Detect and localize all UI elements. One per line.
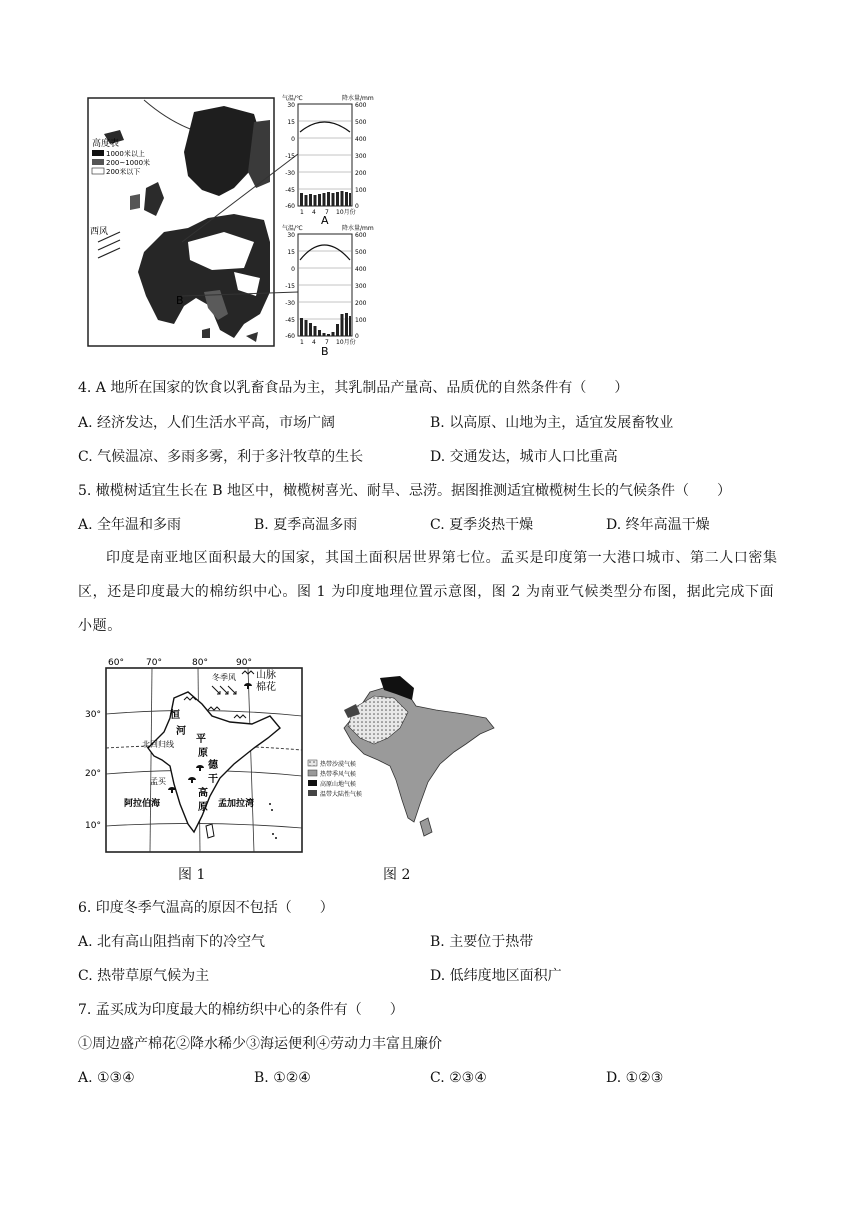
point-b-label: B — [176, 294, 184, 307]
q4-option-a[interactable]: A. 经济发达，人们生活水平高，市场广阔 — [78, 415, 336, 431]
europe-figure — [84, 92, 384, 358]
legend-item-mid: 200~1000米 — [106, 159, 151, 167]
lat-label: 10° — [85, 821, 101, 831]
q6-option-c[interactable]: C. 热带草原气候为主 — [78, 968, 210, 984]
legend-swatch-low — [92, 168, 104, 174]
legend-highland: 高原山地气候 — [320, 781, 357, 788]
q5-option-b[interactable]: B. 夏季高温多雨 — [254, 517, 358, 533]
climate-map-svg — [304, 672, 504, 844]
chart-b-month-tick: 4 — [312, 339, 316, 346]
chart-b-precip-tick: 200 — [355, 300, 367, 307]
tropic-label: 北回归线 — [142, 740, 174, 749]
ganges-plain-char: 河 — [176, 726, 186, 737]
q4-option-d[interactable]: D. 交通发达，城市人口比重高 — [430, 449, 618, 465]
chart-b-precip-tick: 100 — [355, 317, 367, 324]
q7-option-c[interactable]: C. ②③④ — [430, 1070, 487, 1086]
legend-swatch-desert — [308, 760, 317, 766]
chart-a-precip-tick: 400 — [355, 136, 367, 143]
chart-a-month-tick: 7 — [325, 209, 329, 216]
lat-label: 20° — [85, 769, 101, 779]
chart-a-precip-tick: 0 — [355, 203, 359, 210]
chart-b-month-tick: 7 — [325, 339, 329, 346]
arabian-sea-label: 阿拉伯海 — [124, 799, 161, 809]
q5-stem: 5. 橄榄树适宜生长在 B 地区中，橄榄树喜光、耐旱、忌涝。据图推测适宜橄榄树生长的气候条件（ ） — [78, 483, 731, 499]
chart-b-month-tick: 1 — [300, 339, 304, 346]
europe-map-svg — [84, 92, 384, 358]
chart-a-temp-tick: 0 — [291, 136, 295, 143]
chart-a-precip-tick: 600 — [355, 102, 367, 109]
chart-b-precip-tick: 500 — [355, 249, 367, 256]
deccan-plateau-char: 德 — [208, 760, 218, 771]
chart-a-month-tick: 1 — [300, 209, 304, 216]
q6-option-d[interactable]: D. 低纬度地区面积广 — [430, 968, 562, 984]
ganges-plain-char: 原 — [198, 748, 208, 759]
chart-a-left-title: 气温/℃ — [282, 95, 303, 102]
chart-a-month-tick: 4 — [312, 209, 316, 216]
chart-b-right-title: 降水量/mm — [342, 225, 374, 232]
q7-option-a[interactable]: A. ①③④ — [78, 1070, 135, 1086]
figure-2-caption: 图 2 — [383, 867, 411, 883]
q4-option-c[interactable]: C. 气候温凉、多雨多雾，利于多汁牧草的生长 — [78, 449, 364, 465]
chart-b-label: B — [321, 345, 329, 358]
legend-swatch-monsoon — [308, 770, 317, 776]
passage: 印度是南亚地区面积最大的国家，其国土面积居世界第七位。孟买是印度第一大港口城市、第二人口密集区，还是印度最大的棉纺织中心。图 1 为印度地理位置示意图，图 2 为南亚气候类型分布图，据此完成下面小题。 — [78, 550, 778, 634]
deccan-plateau-char: 原 — [198, 802, 208, 813]
chart-b-left-title: 气温/℃ — [282, 225, 303, 232]
legend-monsoon: 热带季风气候 — [320, 771, 357, 778]
chart-b-precip-tick: 400 — [355, 266, 367, 273]
chart-a-temp-tick: -60 — [285, 203, 295, 210]
q5-option-d[interactable]: D. 终年高温干燥 — [606, 517, 710, 533]
climate-chart-b — [282, 224, 374, 358]
legend-title: 高度表 — [92, 139, 120, 149]
lon-label: 90° — [236, 658, 252, 668]
q5-option-c[interactable]: C. 夏季炎热干燥 — [430, 517, 534, 533]
chart-a-temp-tick: -30 — [285, 170, 295, 177]
legend-swatch-highland — [308, 780, 317, 786]
chart-a-right-title: 降水量/mm — [342, 95, 374, 102]
q5-option-a[interactable]: A. 全年温和多雨 — [78, 517, 182, 533]
ganges-plain-char: 平 — [196, 734, 206, 745]
chart-a-precip-tick: 200 — [355, 170, 367, 177]
q7-items: ①周边盛产棉花②降水稀少③海运便利④劳动力丰富且廉价 — [78, 1036, 442, 1052]
chart-b-month-tick: 10月份 — [336, 339, 356, 346]
legend-swatch-mid — [92, 159, 104, 165]
ganges-plain-char: 恒 — [170, 710, 180, 721]
chart-a-temp-tick: 30 — [287, 102, 295, 109]
chart-b-temp-tick: -15 — [285, 283, 295, 290]
climate-chart-a — [282, 94, 374, 227]
lon-label: 60° — [108, 658, 124, 668]
deccan-plateau-char: 干 — [208, 774, 218, 785]
q7-stem: 7. 孟买成为印度最大的棉纺织中心的条件有（ ） — [78, 1002, 404, 1018]
chart-b-precip-tick: 0 — [355, 333, 359, 340]
q6-stem: 6. 印度冬季气温高的原因不包括（ ） — [78, 900, 334, 916]
chart-b-temp-tick: -45 — [285, 317, 295, 324]
q7-option-d[interactable]: D. ①②③ — [606, 1070, 664, 1086]
legend-swatch-temperate — [308, 790, 317, 796]
westerly-label: 西风 — [90, 227, 109, 237]
q6-option-b[interactable]: B. 主要位于热带 — [430, 934, 534, 950]
chart-a-precip-tick: 500 — [355, 119, 367, 126]
chart-a-precip-tick: 100 — [355, 187, 367, 194]
chart-b-temp-tick: -60 — [285, 333, 295, 340]
chart-b-precip-tick: 300 — [355, 283, 367, 290]
chart-a-temp-tick: 15 — [287, 119, 295, 126]
chart-a-precip-tick: 300 — [355, 153, 367, 160]
legend-cotton: 棉花 — [256, 682, 276, 693]
lon-label: 80° — [192, 658, 208, 668]
chart-a-temp-tick: -45 — [285, 187, 295, 194]
legend-swatch-high — [92, 150, 104, 156]
bay-of-bengal-label: 孟加拉湾 — [218, 799, 255, 809]
winter-monsoon-label: 冬季风 — [212, 673, 236, 682]
india-map-svg — [84, 656, 308, 856]
chart-a-label: A — [321, 214, 329, 227]
chart-b-precip-tick: 600 — [355, 232, 367, 239]
deccan-plateau-char: 高 — [198, 788, 208, 799]
chart-b-temp-tick: 15 — [287, 249, 295, 256]
legend-mountain: 山脉 — [256, 670, 276, 681]
lat-label: 30° — [85, 710, 101, 720]
legend-temperate: 温带大陆性气候 — [320, 791, 363, 798]
legend-item-low: 200米以下 — [106, 168, 141, 176]
chart-b-temp-tick: 0 — [291, 266, 295, 273]
q4-stem: 4. A 地所在国家的饮食以乳畜食品为主，其乳制品产量高、品质优的自然条件有（ ） — [78, 380, 629, 396]
lon-label: 70° — [146, 658, 162, 668]
figure-1-caption: 图 1 — [178, 867, 206, 883]
q6-option-a[interactable]: A. 北有高山阻挡南下的冷空气 — [78, 934, 266, 950]
chart-b-temp-tick: -30 — [285, 300, 295, 307]
q7-option-b[interactable]: B. ①②④ — [254, 1070, 311, 1086]
q4-option-b[interactable]: B. 以高原、山地为主，适宜发展畜牧业 — [430, 415, 674, 431]
south-asia-climate-figure-2 — [304, 672, 504, 844]
legend-desert: 热带沙漠气候 — [320, 761, 357, 768]
chart-b-temp-tick: 30 — [287, 232, 295, 239]
india-figure-1 — [84, 656, 308, 856]
chart-a-month-tick: 10月份 — [336, 209, 356, 216]
chart-a-temp-tick: -15 — [285, 153, 295, 160]
legend-item-high: 1000米以上 — [106, 150, 145, 158]
mumbai-label: 孟买 — [150, 777, 166, 786]
